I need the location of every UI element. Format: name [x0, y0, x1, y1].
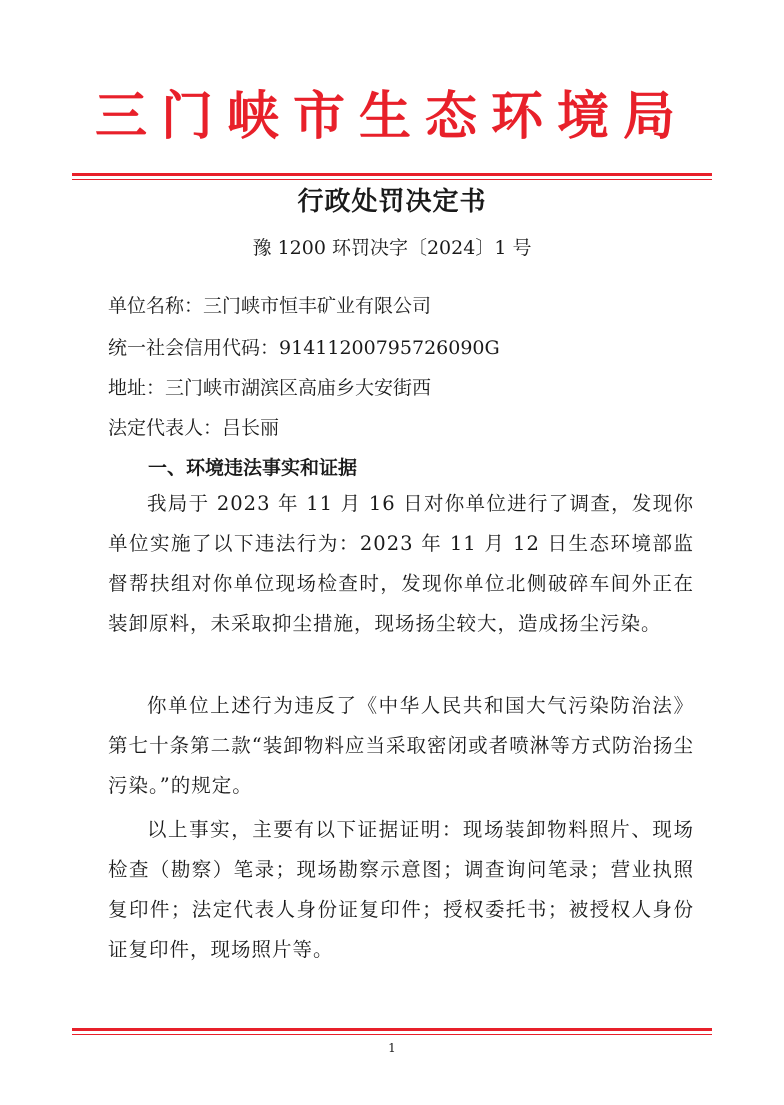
unit-name-value: 三门峡市恒丰矿业有限公司 — [203, 295, 432, 317]
address-value: 三门峡市湖滨区高庙乡大安街西 — [165, 377, 432, 399]
legal-rep-line — [108, 412, 728, 444]
legal-rep-value: 吕长丽 — [222, 417, 280, 439]
paragraph-evidence: 以上事实，主要有以下证据证明：现场装卸物料照片、现场检查（勘察）笔录；现场勘察示意图；调查询问笔录；营业执照复印件；法定代表人身份证复印件；授权委托书；被授权人身份证复印件，现场照片等。 — [108, 818, 694, 961]
page-number: 1 — [388, 1041, 396, 1055]
paragraph-legal-basis: 你单位上述行为违反了《中华人民共和国大气污染防治法》第七十条第二款“装卸物料应当采取密闭或者喷淋等方式防治扬尘污染。”的规定。 — [108, 694, 694, 797]
credit-code-line — [108, 332, 728, 364]
agency-letterhead: 三门峡市生态环境局 — [94, 87, 689, 147]
document-number: 豫 1200 环罚决字〔2024〕1 号 — [252, 237, 532, 259]
address-label: 地址： — [108, 377, 166, 399]
footer-rule — [72, 1028, 712, 1035]
legal-rep-label: 法定代表人： — [108, 417, 223, 439]
credit-code-label: 统一社会信用代码： — [108, 337, 280, 359]
unit-name-label: 单位名称： — [108, 295, 204, 317]
paragraph-violation-facts: 我局于 2023 年 11 月 16 日对你单位进行了调查，发现你单位实施了以下违法行为：2023 年 11 月 12 日生态环境部监督帮扶组对你单位现场检查时，发现你单位北侧破碎车间外正在装卸原料，未采取抑尘措施，现场扬尘较大，造成扬尘污染。 — [108, 492, 694, 635]
credit-code-value: 91411200795726090G — [279, 337, 500, 359]
unit-name-line — [108, 290, 728, 322]
section-heading: 一、环境违法事实和证据 — [148, 457, 358, 479]
document-title: 行政处罚决定书 — [297, 187, 487, 217]
address-line — [108, 372, 728, 404]
letterhead-rule-top — [72, 173, 712, 180]
